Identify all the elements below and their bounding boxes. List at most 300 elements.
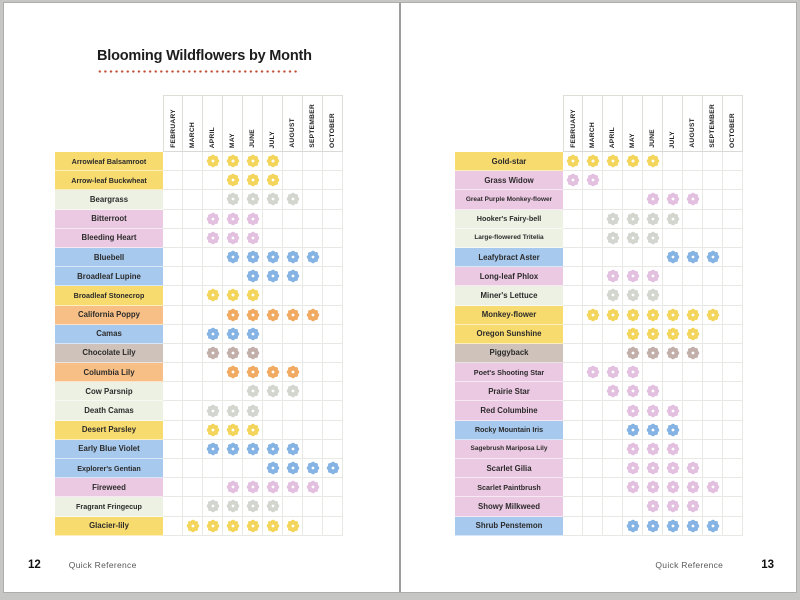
empty-cell: [583, 440, 603, 459]
bloom-cell: [623, 306, 643, 325]
flower-icon: [646, 192, 660, 206]
flower-icon: [246, 442, 260, 456]
empty-cell: [663, 382, 683, 401]
empty-cell: [663, 171, 683, 190]
bloom-cell: [563, 152, 583, 171]
flower-icon: [606, 384, 620, 398]
flower-icon: [326, 461, 340, 475]
flower-icon: [586, 173, 600, 187]
empty-cell: [563, 229, 583, 248]
month-header-label: OCTOBER: [329, 113, 336, 148]
empty-cell: [723, 478, 743, 497]
flower-name: Large-flowered Tritelia: [455, 229, 563, 248]
flower-icon: [666, 250, 680, 264]
empty-cell: [323, 248, 343, 267]
flower-icon: [246, 288, 260, 302]
empty-cell: [163, 286, 183, 305]
flower-name: Broadleaf Lupine: [55, 267, 163, 286]
empty-cell: [323, 190, 343, 209]
empty-cell: [723, 190, 743, 209]
bloom-cell: [643, 497, 663, 516]
flower-icon: [286, 250, 300, 264]
empty-cell: [323, 517, 343, 536]
flower-icon: [626, 346, 640, 360]
flower-icon: [686, 461, 700, 475]
bloom-cell: [663, 459, 683, 478]
page-title: Blooming Wildflowers by Month: [97, 48, 312, 64]
flower-icon: [226, 423, 240, 437]
bloom-cell: [243, 248, 263, 267]
month-header-label: MARCH: [589, 121, 596, 148]
bloom-cell: [283, 267, 303, 286]
empty-cell: [163, 306, 183, 325]
flower-name: Shrub Penstemon: [455, 517, 563, 536]
flower-name: Leafybract Aster: [455, 248, 563, 267]
month-header-may: [223, 95, 243, 152]
empty-cell: [703, 190, 723, 209]
bloom-cell: [623, 267, 643, 286]
empty-cell: [703, 440, 723, 459]
empty-cell: [283, 325, 303, 344]
book-spread: [4, 3, 796, 592]
flower-icon: [206, 442, 220, 456]
empty-cell: [183, 171, 203, 190]
bloom-cell: [663, 248, 683, 267]
bloom-cell: [223, 229, 243, 248]
empty-cell: [563, 497, 583, 516]
bloom-cell: [203, 152, 223, 171]
month-header-label: FEBRUARY: [169, 109, 177, 148]
empty-cell: [623, 171, 643, 190]
bloom-cell: [263, 382, 283, 401]
empty-cell: [243, 459, 263, 478]
empty-cell: [663, 363, 683, 382]
flower-name: Camas: [55, 325, 163, 344]
empty-cell: [563, 478, 583, 497]
flower-name: Arrow-leaf Buckwheat: [55, 171, 163, 190]
flower-name: Great Purple Monkey-flower: [455, 190, 563, 209]
bloom-cell: [323, 459, 343, 478]
running-head-right: Quick Reference: [655, 560, 724, 570]
empty-cell: [323, 171, 343, 190]
flower-name: Scarlet Paintbrush: [455, 478, 563, 497]
flower-icon: [226, 499, 240, 513]
month-header-march: [183, 95, 203, 152]
empty-cell: [583, 344, 603, 363]
month-header-august: [283, 95, 303, 152]
month-header-september: [303, 95, 323, 152]
flower-icon: [646, 499, 660, 513]
flower-icon: [626, 480, 640, 494]
month-header-april: [603, 95, 623, 152]
month-header-label: MAY: [229, 133, 236, 148]
empty-cell: [723, 440, 743, 459]
empty-cell: [203, 267, 223, 286]
flower-icon: [646, 404, 660, 418]
empty-cell: [703, 171, 723, 190]
bloom-cell: [663, 401, 683, 420]
table-corner: [455, 95, 563, 152]
flower-name: Oregon Sunshine: [455, 325, 563, 344]
bloom-calendar-right: [455, 95, 743, 536]
empty-cell: [163, 229, 183, 248]
bloom-cell: [683, 306, 703, 325]
flower-icon: [286, 519, 300, 533]
flower-icon: [226, 231, 240, 245]
left-footer: [28, 559, 137, 571]
empty-cell: [183, 382, 203, 401]
bloom-cell: [663, 190, 683, 209]
flower-icon: [566, 173, 580, 187]
flower-name: Broadleaf Stonecrop: [55, 286, 163, 305]
empty-cell: [643, 363, 663, 382]
bloom-cell: [223, 497, 243, 516]
flower-name: Chocolate Lily: [55, 344, 163, 363]
flower-icon: [206, 154, 220, 168]
right-page: [401, 3, 796, 592]
flower-icon: [206, 231, 220, 245]
flower-icon: [286, 461, 300, 475]
bloom-cell: [663, 210, 683, 229]
bloom-cell: [203, 344, 223, 363]
empty-cell: [323, 210, 343, 229]
flower-icon: [206, 288, 220, 302]
empty-cell: [603, 421, 623, 440]
empty-cell: [283, 286, 303, 305]
flower-icon: [226, 404, 240, 418]
empty-cell: [703, 497, 723, 516]
bloom-cell: [283, 382, 303, 401]
empty-cell: [723, 325, 743, 344]
bloom-cell: [583, 363, 603, 382]
flower-icon: [626, 269, 640, 283]
flower-icon: [626, 384, 640, 398]
empty-cell: [583, 382, 603, 401]
bloom-cell: [623, 382, 643, 401]
empty-cell: [283, 210, 303, 229]
empty-cell: [303, 325, 323, 344]
flower-icon: [686, 346, 700, 360]
flower-icon: [706, 308, 720, 322]
empty-cell: [563, 286, 583, 305]
bloom-cell: [623, 210, 643, 229]
empty-cell: [603, 248, 623, 267]
empty-cell: [583, 459, 603, 478]
empty-cell: [203, 459, 223, 478]
flower-icon: [246, 384, 260, 398]
empty-cell: [183, 344, 203, 363]
empty-cell: [203, 478, 223, 497]
empty-cell: [703, 401, 723, 420]
bloom-cell: [243, 440, 263, 459]
empty-cell: [563, 382, 583, 401]
bloom-cell: [223, 248, 243, 267]
flower-icon: [626, 231, 640, 245]
bloom-cell: [223, 210, 243, 229]
flower-name: Explorer's Gentian: [55, 459, 163, 478]
flower-icon: [226, 250, 240, 264]
flower-icon: [626, 154, 640, 168]
empty-cell: [163, 152, 183, 171]
empty-cell: [723, 152, 743, 171]
flower-icon: [286, 365, 300, 379]
empty-cell: [323, 229, 343, 248]
empty-cell: [683, 229, 703, 248]
flower-icon: [226, 346, 240, 360]
bloom-cell: [623, 459, 643, 478]
bloom-cell: [223, 421, 243, 440]
empty-cell: [203, 171, 223, 190]
empty-cell: [303, 517, 323, 536]
bloom-cell: [243, 401, 263, 420]
empty-cell: [223, 382, 243, 401]
flower-icon: [686, 250, 700, 264]
empty-cell: [583, 210, 603, 229]
flower-name: Piggyback: [455, 344, 563, 363]
bloom-cell: [703, 248, 723, 267]
bloom-cell: [283, 459, 303, 478]
empty-cell: [223, 267, 243, 286]
bloom-cell: [663, 478, 683, 497]
flower-icon: [286, 384, 300, 398]
empty-cell: [603, 344, 623, 363]
empty-cell: [203, 306, 223, 325]
flower-icon: [626, 288, 640, 302]
flower-icon: [626, 404, 640, 418]
bloom-cell: [203, 325, 223, 344]
empty-cell: [583, 517, 603, 536]
flower-name: Monkey-flower: [455, 306, 563, 325]
flower-name: Rocky Mountain Iris: [455, 421, 563, 440]
empty-cell: [683, 363, 703, 382]
empty-cell: [663, 267, 683, 286]
flower-icon: [606, 231, 620, 245]
flower-icon: [186, 519, 200, 533]
flower-icon: [266, 365, 280, 379]
empty-cell: [183, 401, 203, 420]
empty-cell: [563, 267, 583, 286]
empty-cell: [323, 286, 343, 305]
empty-cell: [303, 210, 323, 229]
flower-icon: [246, 231, 260, 245]
bloom-cell: [203, 440, 223, 459]
flower-icon: [266, 250, 280, 264]
bloom-cell: [283, 363, 303, 382]
month-header-label: JULY: [669, 130, 676, 148]
bloom-cell: [243, 229, 263, 248]
flower-icon: [606, 365, 620, 379]
flower-icon: [266, 192, 280, 206]
bloom-cell: [663, 306, 683, 325]
empty-cell: [283, 497, 303, 516]
flower-icon: [686, 499, 700, 513]
empty-cell: [623, 497, 643, 516]
bloom-cell: [683, 478, 703, 497]
bloom-cell: [603, 267, 623, 286]
month-header-july: [263, 95, 283, 152]
bloom-cell: [243, 306, 263, 325]
empty-cell: [183, 248, 203, 267]
flower-name: Bleeding Heart: [55, 229, 163, 248]
month-header-label: APRIL: [609, 126, 616, 148]
flower-icon: [626, 212, 640, 226]
flower-icon: [606, 308, 620, 322]
empty-cell: [563, 325, 583, 344]
empty-cell: [323, 267, 343, 286]
empty-cell: [183, 325, 203, 344]
empty-cell: [703, 421, 723, 440]
flower-icon: [646, 308, 660, 322]
flower-name: Poet's Shooting Star: [455, 363, 563, 382]
flower-icon: [706, 519, 720, 533]
flower-name: Cow Parsnip: [55, 382, 163, 401]
flower-icon: [246, 480, 260, 494]
empty-cell: [323, 478, 343, 497]
month-header-february: [163, 95, 183, 152]
empty-cell: [563, 363, 583, 382]
bloom-calendar-left: [55, 95, 343, 536]
bloom-cell: [223, 286, 243, 305]
flower-icon: [226, 480, 240, 494]
bloom-cell: [263, 517, 283, 536]
empty-cell: [723, 248, 743, 267]
empty-cell: [683, 421, 703, 440]
empty-cell: [303, 152, 323, 171]
flower-icon: [226, 154, 240, 168]
empty-cell: [703, 325, 723, 344]
bloom-cell: [583, 306, 603, 325]
flower-icon: [286, 480, 300, 494]
flower-icon: [566, 154, 580, 168]
empty-cell: [723, 210, 743, 229]
empty-cell: [603, 459, 623, 478]
empty-cell: [583, 267, 603, 286]
flower-icon: [666, 327, 680, 341]
bloom-cell: [223, 440, 243, 459]
empty-cell: [203, 382, 223, 401]
bloom-cell: [243, 363, 263, 382]
bloom-cell: [203, 517, 223, 536]
empty-cell: [623, 190, 643, 209]
bloom-cell: [243, 267, 263, 286]
empty-cell: [603, 497, 623, 516]
empty-cell: [303, 363, 323, 382]
empty-cell: [183, 421, 203, 440]
bloom-cell: [603, 382, 623, 401]
flower-icon: [646, 288, 660, 302]
flower-icon: [626, 308, 640, 322]
month-header-label: FEBRUARY: [569, 109, 577, 148]
flower-icon: [286, 308, 300, 322]
empty-cell: [563, 306, 583, 325]
flower-icon: [626, 442, 640, 456]
empty-cell: [683, 267, 703, 286]
bloom-cell: [303, 459, 323, 478]
flower-icon: [246, 519, 260, 533]
right-footer: [655, 559, 774, 571]
bloom-cell: [263, 152, 283, 171]
empty-cell: [683, 152, 703, 171]
empty-cell: [603, 190, 623, 209]
flower-name: Miner's Lettuce: [455, 286, 563, 305]
flower-icon: [646, 480, 660, 494]
flower-icon: [246, 346, 260, 360]
bloom-cell: [283, 248, 303, 267]
empty-cell: [583, 190, 603, 209]
flower-icon: [606, 288, 620, 302]
flower-icon: [646, 327, 660, 341]
flower-icon: [246, 269, 260, 283]
empty-cell: [583, 421, 603, 440]
flower-icon: [206, 327, 220, 341]
bloom-cell: [703, 517, 723, 536]
bloom-cell: [203, 497, 223, 516]
flower-name: Red Columbine: [455, 401, 563, 420]
bloom-cell: [603, 210, 623, 229]
flower-icon: [246, 173, 260, 187]
empty-cell: [263, 210, 283, 229]
empty-cell: [223, 459, 243, 478]
empty-cell: [643, 171, 663, 190]
month-header-label: MAY: [629, 133, 636, 148]
empty-cell: [723, 286, 743, 305]
empty-cell: [183, 440, 203, 459]
empty-cell: [283, 229, 303, 248]
bloom-cell: [603, 306, 623, 325]
bloom-cell: [643, 152, 663, 171]
bloom-cell: [203, 286, 223, 305]
month-header-label: JUNE: [249, 129, 256, 148]
flower-icon: [706, 480, 720, 494]
bloom-cell: [243, 497, 263, 516]
flower-icon: [666, 404, 680, 418]
empty-cell: [723, 382, 743, 401]
flower-icon: [306, 480, 320, 494]
flower-icon: [246, 154, 260, 168]
flower-icon: [266, 480, 280, 494]
bloom-cell: [243, 517, 263, 536]
flower-icon: [266, 519, 280, 533]
bloom-cell: [303, 306, 323, 325]
flower-name: Sagebrush Mariposa Lily: [455, 440, 563, 459]
empty-cell: [263, 421, 283, 440]
flower-icon: [286, 269, 300, 283]
empty-cell: [563, 440, 583, 459]
flower-name: Early Blue Violet: [55, 440, 163, 459]
month-header-may: [623, 95, 643, 152]
empty-cell: [723, 267, 743, 286]
flower-icon: [626, 461, 640, 475]
month-header-label: JULY: [269, 130, 276, 148]
bloom-cell: [623, 363, 643, 382]
empty-cell: [303, 497, 323, 516]
month-header-label: MARCH: [189, 121, 196, 148]
month-header-label: JUNE: [649, 129, 656, 148]
flower-icon: [666, 192, 680, 206]
bloom-cell: [263, 267, 283, 286]
bloom-cell: [643, 478, 663, 497]
empty-cell: [583, 325, 603, 344]
bloom-cell: [283, 517, 303, 536]
bloom-cell: [263, 171, 283, 190]
flower-icon: [266, 461, 280, 475]
empty-cell: [583, 248, 603, 267]
empty-cell: [563, 401, 583, 420]
flower-icon: [686, 480, 700, 494]
bloom-cell: [643, 325, 663, 344]
bloom-cell: [623, 325, 643, 344]
flower-icon: [246, 327, 260, 341]
